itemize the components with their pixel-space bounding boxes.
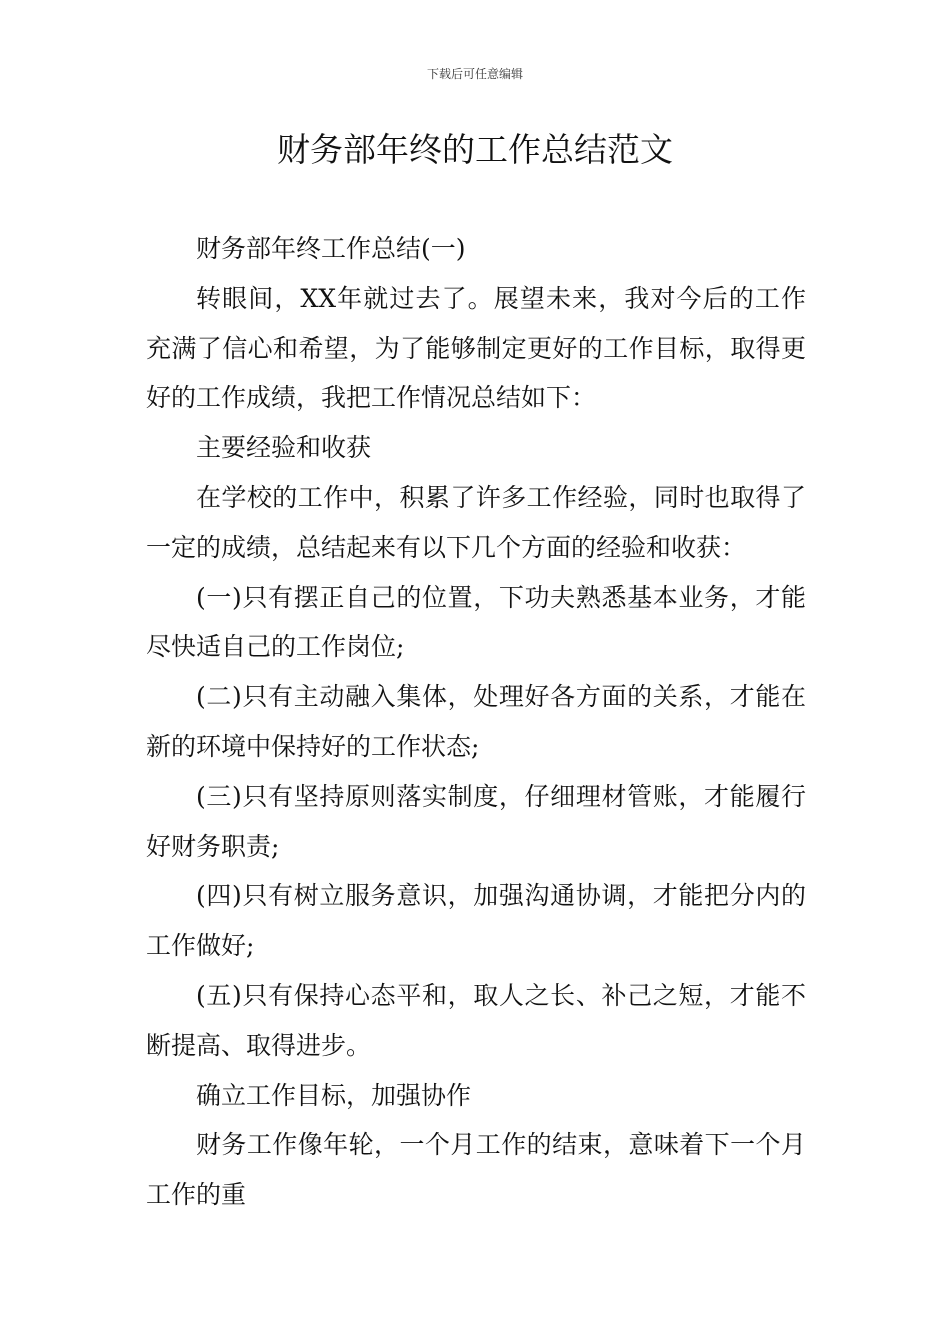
section-heading: 确立工作目标，加强协作 (196, 1080, 472, 1110)
list-item: (四)只有树立服务意识，加强沟通协调，才能把分内的工作做好; (146, 881, 806, 961)
list-item: (二)只有主动融入集体，处理好各方面的关系，才能在新的环境中保持好的工作状态; (146, 682, 806, 761)
list-item: (一)只有摆正自己的位置，下功夫熟悉基本业务，才能尽快适自己的工作岗位; (146, 582, 806, 662)
section-heading: 财务部年终工作总结(一) (196, 234, 466, 263)
document-body (146, 224, 806, 1220)
list-item: (三)只有坚持原则落实制度，仔细理材管账，才能履行好财务职责; (146, 781, 806, 861)
section-heading: 主要经验和收获 (196, 433, 372, 463)
paragraph: 在学校的工作中，积累了许多工作经验，同时也取得了一定的成绩，总结起来有以下几个方面的经验和收获： (146, 482, 806, 562)
header-note: 下载后可任意编辑 (426, 67, 523, 81)
document-title: 财务部年终的工作总结范文 (277, 130, 673, 169)
paragraph: 转眼间，XX年就过去了。展望未来，我对今后的工作充满了信心和希望，为了能够制定更好的工作目标，取得更好的工作成绩，我把工作情况总结如下： (146, 283, 806, 413)
paragraph: 财务工作像年轮，一个月工作的结束，意味着下一个月工作的重 (146, 1130, 806, 1210)
list-item: (五)只有保持心态平和，取人之长、补己之短，才能不断提高、取得进步。 (146, 980, 806, 1060)
